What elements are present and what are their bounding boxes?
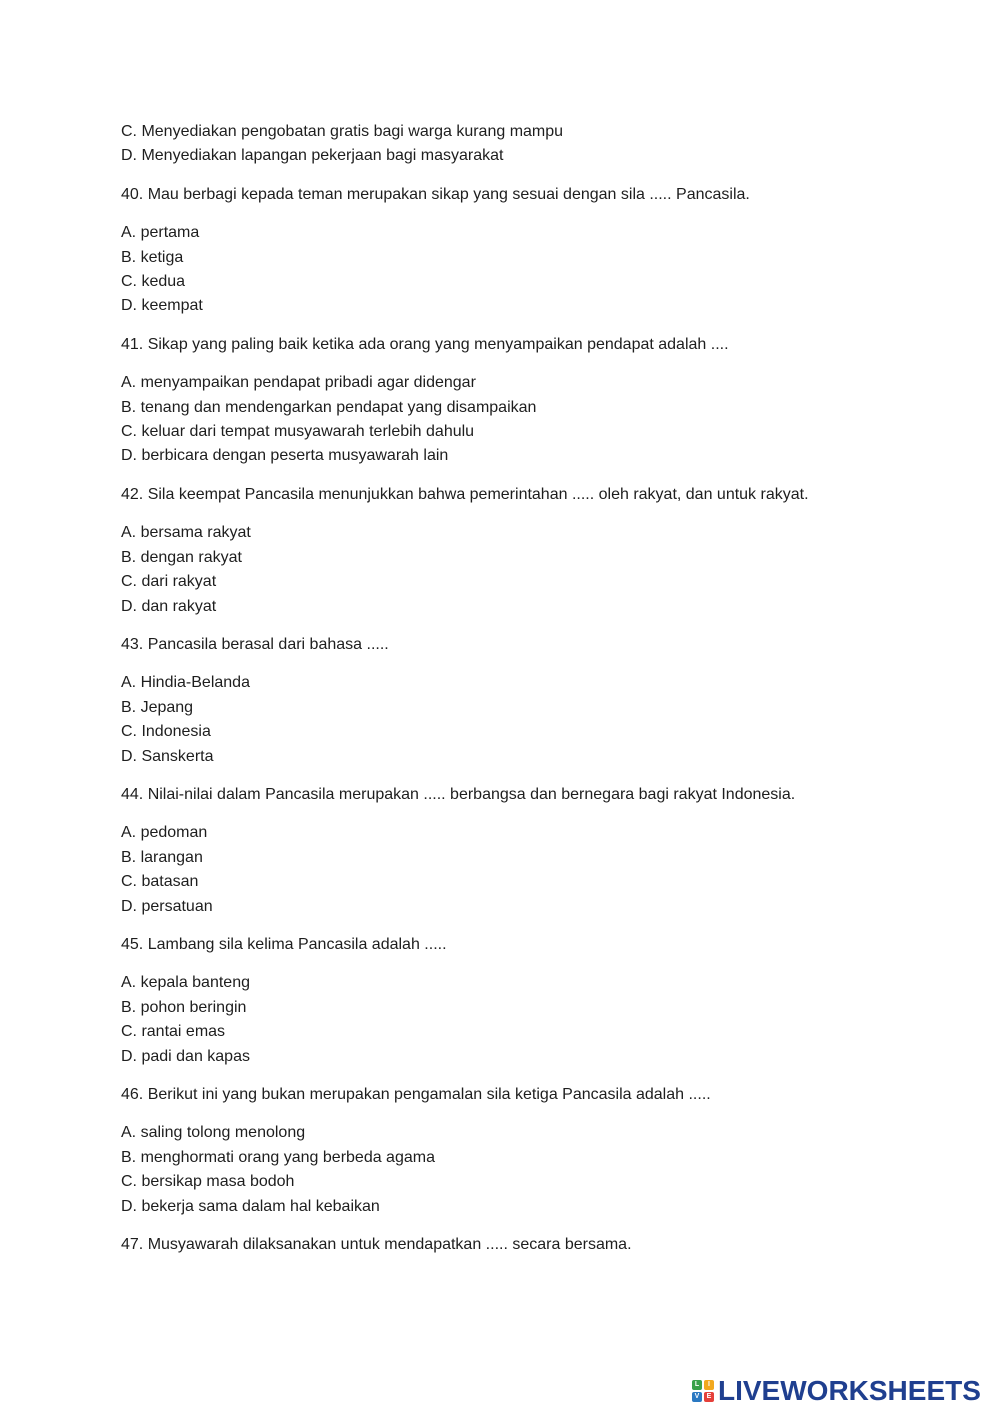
answer-options: [121, 671, 921, 769]
answer-options: [121, 1121, 921, 1219]
answer-option: D. berbicara dengan peserta musyawarah lain: [121, 447, 449, 465]
answer-option: A. saling tolong menolong: [121, 1124, 306, 1142]
question-block: [121, 783, 921, 919]
answer-option: C. kedua: [121, 273, 186, 291]
answer-option: B. larangan: [121, 848, 203, 866]
question-block: [121, 1083, 921, 1219]
answer-option: B. dengan rakyat: [121, 548, 242, 566]
logo-tile: L: [692, 1380, 702, 1390]
option-line: C. Menyediakan pengobatan gratis bagi warga kurang mampu: [121, 123, 564, 140]
question-text: 40. Mau berbagi kepada teman merupakan sikap yang sesuai dengan sila ..... Pancasila.: [121, 185, 750, 203]
answer-option: A. pedoman: [121, 824, 208, 842]
worksheet-page: [121, 120, 921, 1271]
answer-option: B. Jepang: [121, 698, 194, 716]
top-options: [121, 120, 921, 169]
question-text: 47. Musyawarah dilaksanakan untuk mendapatkan ..... secara bersama.: [121, 1236, 632, 1254]
answer-option: C. dari rakyat: [121, 573, 217, 591]
answer-option: B. pohon beringin: [121, 998, 247, 1016]
answer-option: D. Sanskerta: [121, 747, 214, 765]
question-list: [121, 183, 921, 1258]
liveworksheets-logo: [692, 1373, 981, 1409]
answer-options: [121, 371, 921, 469]
logo-tile: E: [704, 1392, 714, 1402]
answer-option: B. menghormati orang yang berbeda agama: [121, 1148, 435, 1166]
option-line: D. Menyediakan lapangan pekerjaan bagi masyarakat: [121, 147, 504, 165]
question-block: [121, 333, 921, 469]
answer-option: A. menyampaikan pendapat pribadi agar didengar: [121, 374, 476, 392]
answer-option: A. bersama rakyat: [121, 524, 251, 542]
answer-option: C. batasan: [121, 873, 199, 891]
question-block: [121, 183, 921, 319]
question-text: 45. Lambang sila kelima Pancasila adalah .....: [121, 935, 447, 953]
question-block: [121, 1233, 921, 1257]
question-text: 42. Sila keempat Pancasila menunjukkan bahwa pemerintahan ..... oleh rakyat, dan untuk rakyat.: [121, 485, 809, 503]
question-block: [121, 933, 921, 1069]
liveworksheets-logo-icon: [692, 1380, 714, 1402]
answer-option: A. pertama: [121, 224, 200, 242]
answer-option: C. rantai emas: [121, 1023, 226, 1041]
answer-option: B. tenang dan mendengarkan pendapat yang disampaikan: [121, 398, 537, 416]
answer-options: [121, 221, 921, 319]
question-text: 46. Berikut ini yang bukan merupakan pengamalan sila ketiga Pancasila adalah .....: [121, 1086, 711, 1103]
logo-tile: I: [704, 1380, 714, 1390]
answer-option: D. bekerja sama dalam hal kebaikan: [121, 1197, 380, 1215]
question-text: 44. Nilai-nilai dalam Pancasila merupakan ..... berbangsa dan bernegara bagi rakyat Indonesia.: [121, 785, 796, 803]
answer-options: [121, 821, 921, 919]
question-text: 43. Pancasila berasal dari bahasa .....: [121, 635, 389, 653]
answer-options: [121, 971, 921, 1069]
answer-options: [121, 521, 921, 619]
answer-option: C. bersikap masa bodoh: [121, 1173, 295, 1191]
answer-option: D. padi dan kapas: [121, 1047, 250, 1065]
question-text: 41. Sikap yang paling baik ketika ada orang yang menyampaikan pendapat adalah ....: [121, 335, 729, 353]
answer-option: C. Indonesia: [121, 723, 211, 741]
answer-option: B. ketiga: [121, 248, 184, 266]
answer-option: D. keempat: [121, 297, 203, 315]
brand-name: LIVEWORKSHEETS: [718, 1375, 981, 1406]
question-block: [121, 483, 921, 619]
logo-tile: V: [692, 1392, 702, 1402]
question-block: [121, 633, 921, 769]
answer-option: D. dan rakyat: [121, 597, 217, 615]
answer-option: A. kepala banteng: [121, 974, 250, 992]
answer-option: A. Hindia-Belanda: [121, 674, 250, 692]
answer-option: C. keluar dari tempat musyawarah terlebih dahulu: [121, 423, 475, 441]
answer-option: D. persatuan: [121, 897, 213, 915]
